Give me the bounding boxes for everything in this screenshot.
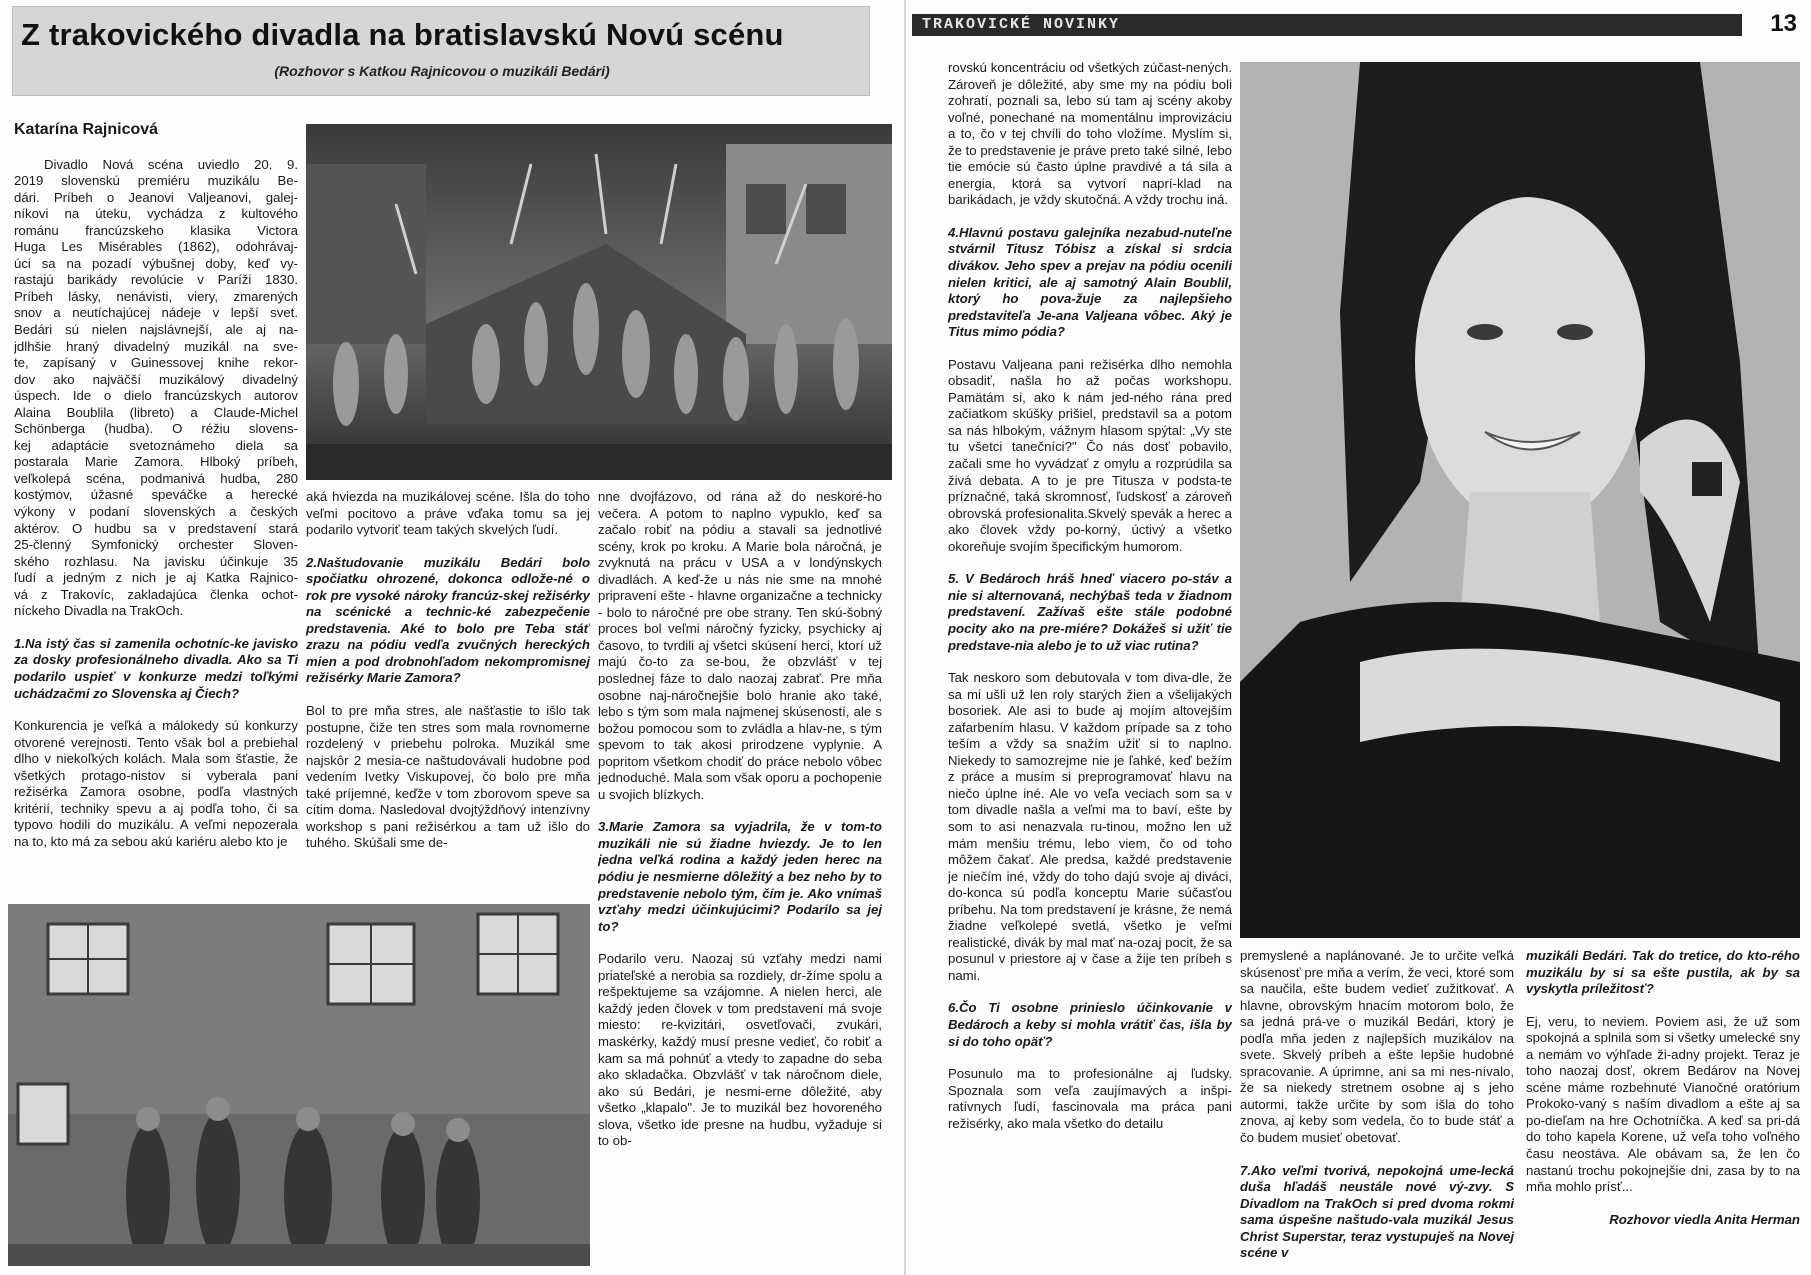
intro-line: jdlhšie hraný divadelný muzikál na sve- (14, 338, 298, 354)
question-2: 2.Naštudovanie muzikálu Bedári bolo spočiatku ohrozené, dokonca odlože-né o rok pre vysoké nároky francúz-skej režisérky na scénické a technic-ké zabezpečenie predstavenia. Aké to bolo pre Teba stáť zrazu na pódiu vedľa zvučných hereckých mien a pod drobnohľadom nekompromisnej režisérky Marie Zamora? (306, 554, 590, 686)
intro-line: ľudí a jedným z nich je aj Katka Rajnico- (14, 570, 298, 586)
answer-4: Postavu Valjeana pani režisérka dlho nemohla obsadiť, našla ho až počas workshopu. Pamätám si, ako k nám jed-ného rána pred začiatkom skúšky prišiel, predstavil sa a potom sa nás hlbokým, vážnym hlasom spýtal: „Vy ste tu všetci tanečníci?" Čo nás dosť pobavilo, začali sme ho vyvádzať z omylu a rozprúdila sa živá debata. A to je pre Titusza v podsta-te príznačné, taká skromnosť, ľudskosť a zároveň obrovská profesionalita.Skvelý spevák a herec a ako človek vždy po-korný, úctivý a všetko okoreňuje svojím špecifickým humorom. (948, 356, 1232, 554)
answer-1-continued: aká hviezda na muzikálovej scéne. Išla do toho veľmi pocitovo a práve vďaka tomu sa jej podarilo vytvoriť team takých skvelých ľudí. (306, 489, 590, 538)
question-1: 1.Na istý čas si zamenila ochotníc-ke javisko za dosky profesionálneho divadla. Ako sa Ti podarilo uspieť v konkurze medzi toľkými uchádzačmi zo Slovenska aj Čiech? (14, 635, 298, 701)
intro-line: Schönberga (hudba). O réžiu slovens- (14, 421, 298, 437)
left-col-3 (598, 489, 882, 1267)
intro-line: dov ako najväčší muzikálový divadelný (14, 371, 298, 387)
intro-line: kostýmov, úžasné speváčke a herecké (14, 487, 298, 503)
intro-line: kej adaptácie svetoznámeho diela sa (14, 437, 298, 453)
stage-photo-barricade (306, 124, 892, 480)
intro-line: níckeho Divadla na TrakOch. (14, 603, 184, 619)
intro-line: veľkolepá scéna, podmanivá hudba, 280 (14, 470, 298, 486)
intro-line: 25-členný Symfonický orchester Sloven- (14, 537, 298, 553)
right-col-2 (1240, 948, 1514, 1268)
right-col-3 (1526, 948, 1800, 1268)
intro-line: 2019 slovenskú premiéru muzikálu Be- (14, 173, 298, 189)
answer-2: Bol to pre mňa stres, ale našťastie to išlo tak postupne, čiže ten stres som mala rovnomerne rozdelený v priebehu polroka. Muzikál sme najskôr 2 mesia-ce naštudovávali hudobne pod vedením Ivetky Viskupovej, čo bolo pre mňa také príjemné, keďže v tom zborovom speve sa cítim doma. Nasledoval dvojtýždňový intenzívny workshop s pani režisérkou a tam už išlo do tuhého. Skúšali sme de- (306, 703, 590, 851)
interview-signature: Rozhovor viedla Anita Herman (1609, 1211, 1800, 1227)
question-4: 4.Hlavnú postavu galejníka nezabud-nuteľne stvárnil Titusz Tóbisz a získal si srdcia divákov. Jeho spev a prejav na pódiu ocenili nielen kritici, ale aj samotný Alain Boublil, ktorý ho pova-žuje za najlepšieho predstaviteľa Je-ana Valjeana vôbec. Aký je Titus mimo pódia? (948, 224, 1232, 340)
answer-6: Posunulo ma to profesionálne aj ľudsky. Spoznala som veľa zaujímavých a inšpi-ratívnych ľudí, fascinovala ma práca pani režisérky, ako mala všetko do detailu (948, 1066, 1232, 1131)
newspaper-name: TRAKOVICKÉ NOVINKY (922, 16, 1121, 33)
intro-line: Huga Les Misérables (1862), odohrávaj- (14, 239, 298, 255)
stage-photo-women (8, 904, 590, 1266)
right-page (906, 0, 1811, 1275)
intro-line: Alaina Boublila (libreto) a Claude-Michel (14, 404, 298, 420)
answer-2-continued: nne dvojfázovo, od rána až do neskoré-ho večera. A potom to naplno vypuklo, keď sa začalo robiť na pódiu a stavali sa jednotlivé scény, krok po kroku. A Marie bola náročná, je zvyknutá na prácu v USA a v londýnskych divadlách. A keď-že u nás nie sme na mnohé pripravení ešte - hlavne organizačne a technicky - bolo to náročné pre obe strany. Ten skú-šobný proces bol veľmi náročný fyzicky, psychicky aj časovo, to tvrdili aj všetci skúsení herci, ktorí už majú čo-to za se-bou, že obzvlášť v tej poslednej fáze to dalo naozaj zabrať. Pre mňa osobne naj-náročnejšie bolo hranie ako také, lebo s tým som mala najmenej skúseností, ale s božou pomocou som to zvládla a hlav-ne, s tým spevom to tak akosi prirodzene vyplynie. A popritom všetkom chodiť do práce nebolo vôbec jednoduché. Mala som však oporu a pochopenie u svojich blízkych. (598, 489, 882, 802)
newspaper-header-bar (912, 14, 1742, 36)
page-number: 13 (1770, 10, 1797, 37)
intro-line: Príbeh lásky, nenávisti, viery, zmarených (14, 288, 298, 304)
left-page (0, 0, 905, 1275)
left-col-1 (14, 122, 298, 882)
question-7-continued: muzikáli Bedári. Tak do tretice, do kto-rého muzikálu by si sa ešte pustila, ak by sa vyskytla príležitosť? (1526, 948, 1800, 997)
answer-3: Podarilo veru. Naozaj sú vzťahy medzi nami priateľské a nerobia sa rozdiely, dr-žíme spolu a rešpektujeme sa vzájomne. A nielen herci, ale každý jeden človek v tom predstavení má svoje miesto: re-kvizitári, osvetľovači, zvukári, maskérky, každý musí presne vedieť, čo robiť a kam sa má pohnúť a vtedy to zapadne do seba ako skladačka. Obzvlášť v tak náročnom diele, ako sú Bedári, je nesmi-erne dôležité, aby všetko „klapalo". Je to muzikál bez hovoreného slova, všetko ide presne na hudbu, vyžaduje si to ob- (598, 951, 882, 1149)
answer-5: Tak neskoro som debutovala v tom diva-dle, že sa mi ušli už len roly starých žien a všelijakých bosoriek. Ale asi to bude aj mojím altovejším zafarbením hlasu. V každom prípade sa z toho teším a vždy sa snažím užiť si to naplno. Niekedy to samozrejme nie je ľahké, keď bežím z práce a musím si preprogramovať hlavu na niečo úplne iné. Ale vo veľa veciach som sa v tom divadle našla a veľmi ma to baví, ešte by som to asi nenazvala ru-tinou, možno len už mám menšiu trému, lebo viem, čo od toho môžem čakať. Ale predsa, každé predstavenie je niečím iné, vždy do toho dajú svoje aj diváci, do-konca sú podľa konceptu Marie súčasťou príbehu. Na tom predstavení je krásne, že nemá žiadne veľkolepé svetlá, všetko je veľmi realistické, divák by mal mať na-ozaj pocit, že sa posunul v priestore aj v čase a žije ten príbeh s nami. (948, 670, 1232, 983)
question-3: 3.Marie Zamora sa vyjadrila, že v tom-to muzikáli nie sú žiadne hviezdy. Je to len jedna veľká rodina a každý jeden herec na pódiu je nesmierne dôležitý a bez neho by to predstavenie nebolo tým, čím je. Ako vnímaš vzťahy medzi účinkujúcimi? Podarilo sa jej to? (598, 819, 882, 934)
portrait-photo (1240, 62, 1800, 938)
author-name: Katarína Rajnicová (14, 122, 159, 138)
intro-line: Bedári sú nielen najslávnejší, ale aj na- (14, 322, 298, 338)
intro-line: postarala Marie Zamora. Hlboký príbeh, (14, 454, 298, 470)
intro-line: ského rozhlasu. Na javisku účinkuje 35 (14, 553, 298, 569)
intro-line: rastajú barikády revolúcie v Paríži 1830. (14, 272, 298, 288)
intro-line: úspech. Ide o dielo francúzskych autorov (14, 388, 298, 404)
intro-line: románu francúzskeho klasika Victora (14, 222, 298, 238)
answer-1: Konkurencia je veľká a málokedy sú konkurzy otvorené verejnosti. Tento však bol a prebiehal dlho v niekoľkých kolách. Mala som šťastie, že všetkých protago-nistov si vyberala pani režisérka Zamora osobne, podľa vlastných kritérií, techniky spevu a aj podľa toho, či sa typovo hodili do muzikálu. A veľmi nepozerala na to, kto má za sebou akú kariéru alebo kto je (14, 718, 298, 849)
question-6: 6.Čo Ti osobne prinieslo účinkovanie v Bedároch a keby si mohla vrátiť čas, išla by si do toho opäť? (948, 1000, 1232, 1049)
article-subtitle: (Rozhovor s Katkou Rajnicovou o muzikáli Bedári) (274, 63, 610, 79)
intro-line: aktérov. O hudbu sa v predstavení stará (14, 520, 298, 536)
intro-paragraph (14, 157, 298, 620)
intro-line: výkony v podaní slovenských a českých (14, 504, 298, 520)
answer-3-continued: rovskú koncentráciu od všetkých zúčast-nených. Zároveň je dôležité, aby sme my na pódiu boli zohratí, poznali sa, lebo sú tam aj scény akoby voľné, ponechané na momentálnu improvizáciu a to, čo v tej chvíli do toho vložíme. Myslím si, že to predstavenie je práve preto také silné, lebo tie emócie sú často úplne pravdivé a tá sila a energia, ktorá sa vytvorí naprí-klad na barikádach, je vždy skutočná. A vždy trochu iná. (948, 60, 1232, 208)
answer-7: Ej, veru, to neviem. Poviem asi, že už som spokojná a splnila som si všetky umelecké sny a nemám vo výhľade ži-adny projekt. Teraz je toho naozaj dosť, okrem Bedárov na Novej scéne máme rozbehnuté Vianočné oratórium Prokoko-vaný s naším divadlom a ešte aj sa po-dieľam na hre Ochotníčka. A keď sa pri-dá do toho kapela Korene, už veľa toho voľného času neostáva. Ale obávam sa, že len čo nastanú trochu pokojnejšie dni, zasa by to na mňa mohlo prísť... (1526, 1013, 1800, 1195)
article-title-box (12, 6, 870, 96)
intro-line: úci sa na pozadí výbušnej doby, keď vy- (14, 255, 298, 271)
article-title: Z trakovického divadla na bratislavskú Novú scénu (21, 17, 784, 52)
intro-line: snov a neutíchajúcej nádeje v lepší svet. (14, 305, 298, 321)
intro-line: te, zapísaný v Guinessovej knihe rekor- (14, 355, 298, 371)
intro-line: níkovi na úteku, vychádza z kultového (14, 206, 298, 222)
question-5: 5. V Bedároch hráš hneď viacero po-stáv a nie si alternovaná, nechýbaš teda v žiadnom predstavení. Zažívaš ešte stále podobné pocity ako na pre-miére? Dokážeš si užiť tie predstave-nia alebo je to už viac rutina? (948, 571, 1232, 653)
intro-line: vá z Trakovíc, zakladajúca členka ochot- (14, 586, 298, 602)
question-7: 7.Ako veľmi tvorivá, nepokojná ume-lecká duša hľadáš neustále nové vý-zvy. S Divadlom na TrakOch si pred dvoma rokmi sama úspešne naštudo-vala muzikál Jesus Christ Superstar, teraz vystupuješ na Novej scéne v (1240, 1162, 1514, 1261)
answer-6-continued: premyslené a naplánované. Je to určite veľká skúsenosť pre mňa a verím, že veci, ktoré som sa naučila, ešte budem vedieť zužitkovať. A hlavne, obrovským hnacím motorom bolo, že sa jedná prá-ve o muzikál Bedári, ktorý je podľa mňa jeden z najlepších muzikálov na svete. Skvelý príbeh a ešte lepšie hudobné spracovanie. A úprimne, ani sa mi nes-nívalo, že sa niekedy stretnem osobne aj s jeho autormi, takže určite by som išla do toho znova, aj keby som vedela, čo to bude stáť a čo budem musieť obetovať. (1240, 948, 1514, 1146)
right-col-1 (948, 60, 1232, 1270)
intro-line: Divadlo Nová scéna uviedlo 20. 9. (44, 156, 298, 172)
left-col-2 (306, 489, 590, 899)
intro-line: dári. Príbeh o Jeanovi Valjeanovi, galej- (14, 189, 298, 205)
